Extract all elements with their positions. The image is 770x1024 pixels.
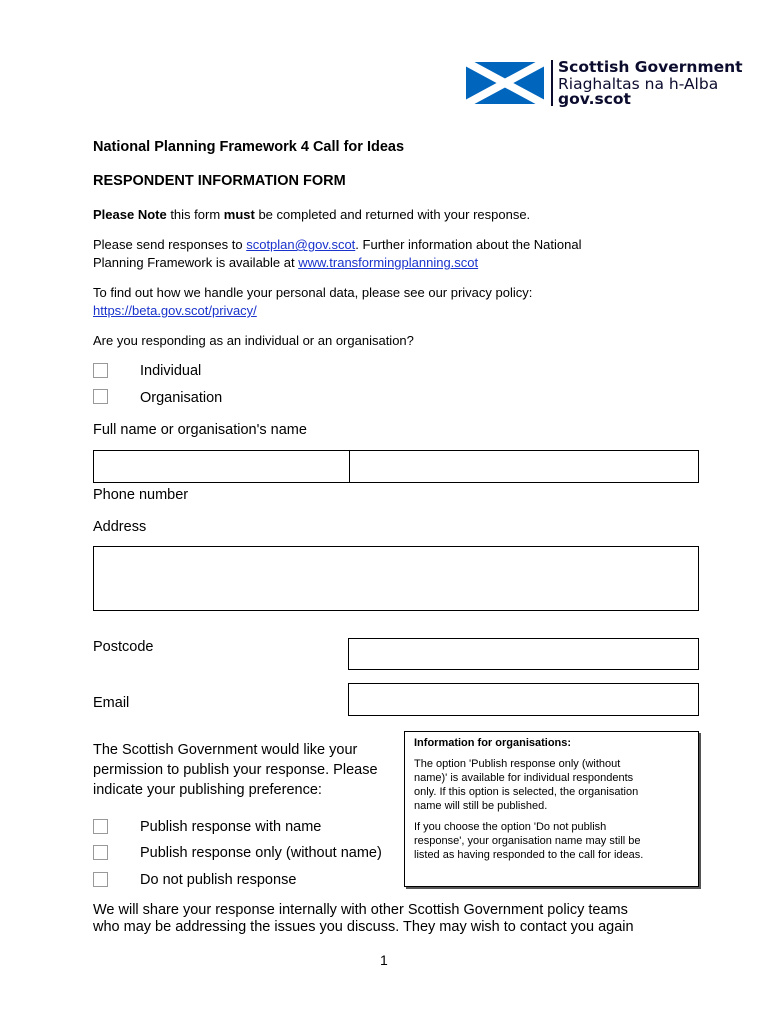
- page-number: 1: [380, 952, 388, 968]
- logo-divider: [551, 60, 553, 106]
- info-p1-line-1: The option 'Publish response only (without: [414, 758, 621, 770]
- scottish-government-logo: [466, 60, 746, 106]
- postcode-label: Postcode: [93, 639, 154, 655]
- info-p2-line-3: listed as having responded to the call for ideas.: [414, 849, 644, 861]
- organisations-info-box: [404, 731, 699, 887]
- individual-label: Individual: [140, 363, 202, 379]
- info-box-heading: Information for organisations:: [414, 737, 572, 749]
- individual-checkbox[interactable]: [93, 363, 108, 378]
- saltire-flag-icon: [466, 62, 544, 104]
- publish-with-name-checkbox[interactable]: [93, 819, 108, 834]
- note-suffix: be completed and returned with your response.: [254, 207, 531, 222]
- publish-line-1: The Scottish Government would like your: [93, 742, 358, 758]
- note-line: [93, 206, 530, 224]
- form-heading: RESPONDENT INFORMATION FORM: [93, 173, 346, 189]
- send-paragraph: [93, 236, 581, 272]
- full-name-label: Full name or organisation's name: [93, 422, 307, 438]
- privacy-paragraph: [93, 284, 532, 320]
- phone-label: Phone number: [93, 487, 189, 503]
- send-mid: . Further information about the National: [355, 237, 582, 252]
- logo-line-2: Riaghaltas na h-Alba: [558, 75, 719, 93]
- full-name-input[interactable]: [349, 450, 699, 483]
- privacy-link[interactable]: https://beta.gov.scot/privacy/: [93, 303, 257, 318]
- publish-with-name-label: Publish response with name: [140, 819, 322, 835]
- note-mid: this form: [166, 207, 224, 222]
- publish-line-3: indicate your publishing preference:: [93, 782, 322, 798]
- postcode-input[interactable]: [348, 638, 699, 670]
- info-p1-line-2: name)' is available for individual respondents: [414, 772, 634, 784]
- info-p1-line-4: name will still be published.: [414, 800, 548, 812]
- publish-line-2: permission to publish your response. Please: [93, 762, 378, 778]
- note-bold-prefix: Please Note: [93, 207, 167, 222]
- email-label: Email: [93, 695, 130, 711]
- privacy-text: To find out how we handle your personal data, please see our privacy policy:: [93, 285, 533, 300]
- organisation-checkbox[interactable]: [93, 389, 108, 404]
- note-bold-word: must: [223, 207, 255, 222]
- publish-without-name-checkbox[interactable]: [93, 845, 108, 860]
- do-not-publish-checkbox[interactable]: [93, 872, 108, 887]
- logo-line-3: gov.scot: [558, 90, 631, 108]
- publish-without-name-label: Publish response only (without name): [140, 845, 382, 861]
- website-link[interactable]: www.transformingplanning.scot: [298, 255, 479, 270]
- document-title: National Planning Framework 4 Call for Ideas: [93, 139, 405, 155]
- info-p2-line-2: response', your organisation name may still be: [414, 835, 641, 847]
- data-sharing-paragraph: [93, 902, 634, 936]
- logo-line-1: Scottish Government: [558, 58, 743, 76]
- data-sharing-line-1: We will share your response internally with other Scottish Government policy teams: [93, 902, 628, 918]
- email-link[interactable]: scotplan@gov.scot: [246, 237, 356, 252]
- info-p1-line-3: only. If this option is selected, the organisation: [414, 786, 639, 798]
- send-line2-prefix: Planning Framework is available at: [93, 255, 299, 270]
- address-label: Address: [93, 519, 147, 535]
- send-prefix: Please send responses to: [93, 237, 247, 252]
- do-not-publish-label: Do not publish response: [140, 872, 297, 888]
- respondent-question: Are you responding as an individual or an organisation?: [93, 333, 414, 348]
- data-sharing-line-2: who may be addressing the issues you discuss. They may wish to contact you again: [93, 919, 634, 935]
- full-name-input-left[interactable]: [93, 450, 350, 483]
- email-input[interactable]: [348, 683, 699, 716]
- info-box-paragraph-2: [414, 820, 643, 862]
- info-box-paragraph-1: [414, 757, 638, 813]
- address-input[interactable]: [93, 546, 699, 611]
- info-p2-line-1: If you choose the option 'Do not publish: [414, 821, 607, 833]
- publish-permission-text: [93, 740, 378, 800]
- organisation-label: Organisation: [140, 390, 223, 406]
